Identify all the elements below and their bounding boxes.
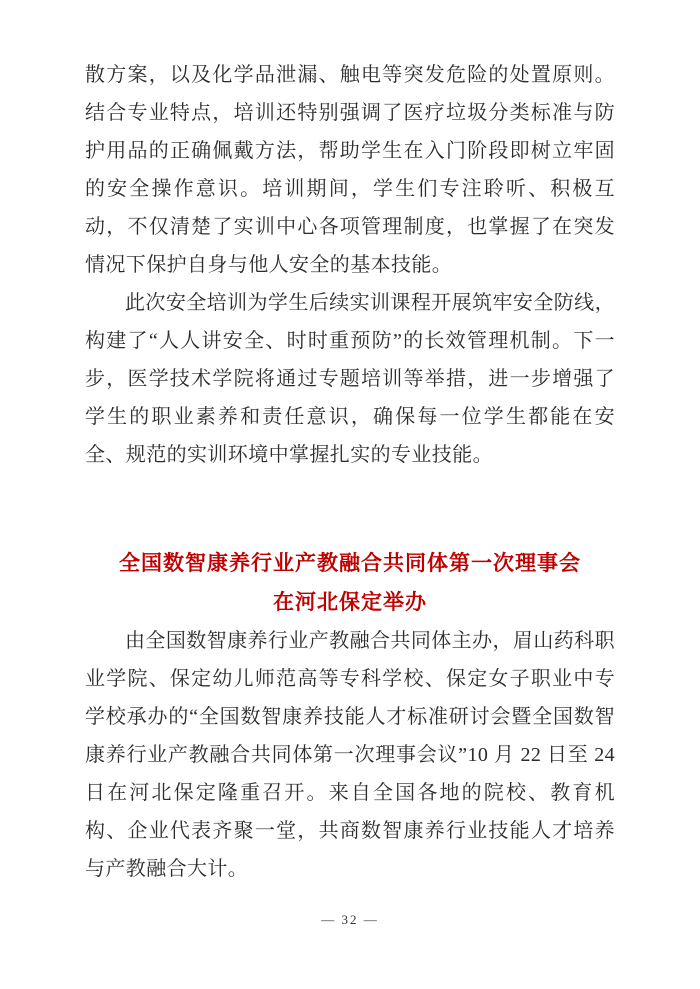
- page-number: — 32 —: [321, 912, 379, 927]
- paragraph-event-report: 由全国数智康养行业产教融合共同体主办，眉山药科职业学院、保定幼儿师范高等专科学校、保定女子职业中专学校承办的“全国数智康养技能人才标准研讨会暨全国数智康养行业产教融合共同体第一次理事会议”10 月 22 日至 24 日在河北保定隆重召开。来自全国各地的院校、教育机构、企业代表齐聚一堂，共商数智康养行业技能人才培养与产教融合大计。: [85, 630, 615, 880]
- page-footer: [0, 911, 700, 929]
- article-title-line2: 在河北保定举办: [273, 590, 427, 614]
- paragraph-safety-training-summary: 此次安全培训为学生后续实训课程开展筑牢安全防线，构建了“人人讲安全、时时重预防”的长效管理机制。下一步，医学技术学院将通过专题培训等举措，进一步增强了学生的职业素养和责任意识，确保每一位学生都能在安全、规范的实训环境中掌握扎实的专业技能。: [85, 292, 615, 466]
- article-title: [85, 544, 615, 622]
- paragraph-safety-training-continuation: 散方案，以及化学品泄漏、触电等突发危险的处置原则。结合专业特点，培训还特别强调了医疗垃圾分类标准与防护用品的正确佩戴方法，帮助学生在入门阶段即树立牢固的安全操作意识。培训期间，学生们专注聆听、积极互动，不仅清楚了实训中心各项管理制度，也掌握了在突发情况下保护自身与他人安全的基本技能。: [85, 64, 615, 276]
- article-title-line1: 全国数智康养行业产教融合共同体第一次理事会: [119, 551, 581, 575]
